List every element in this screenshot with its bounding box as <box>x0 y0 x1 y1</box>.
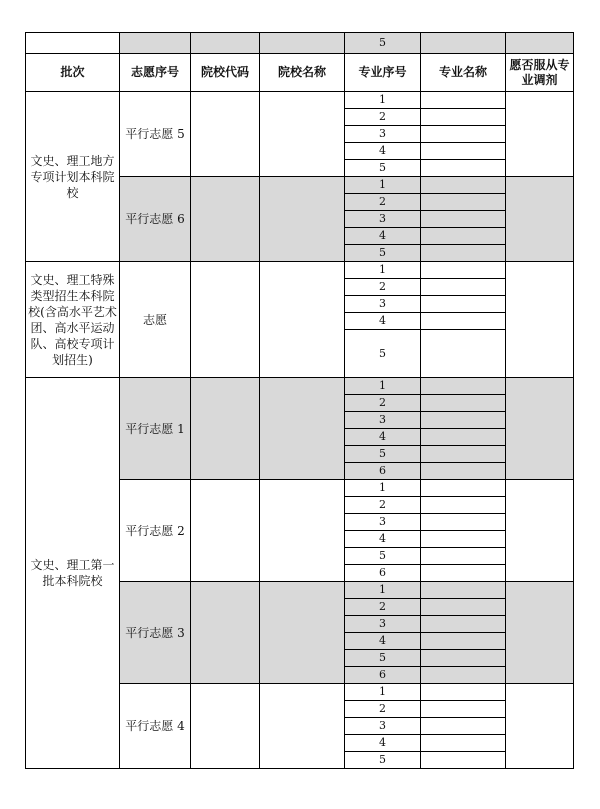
major-number: 4 <box>345 228 421 245</box>
major-number: 5 <box>345 160 421 177</box>
adjust-cell[interactable] <box>506 177 574 262</box>
major-name-cell[interactable] <box>421 684 506 701</box>
major-number: 5 <box>345 446 421 463</box>
wish-label: 平行志愿 1 <box>120 378 191 480</box>
header-wish-no: 志愿序号 <box>120 54 191 92</box>
major-number: 2 <box>345 395 421 412</box>
major-number: 6 <box>345 463 421 480</box>
major-number: 3 <box>345 718 421 735</box>
wish-label: 平行志愿 2 <box>120 480 191 582</box>
school-code-cell[interactable] <box>191 262 260 378</box>
major-name-cell[interactable] <box>421 480 506 497</box>
wish-label: 平行志愿 5 <box>120 92 191 177</box>
major-name-cell[interactable] <box>421 446 506 463</box>
major-number: 3 <box>345 126 421 143</box>
adjust-cell[interactable] <box>506 262 574 378</box>
adjust-cell[interactable] <box>506 480 574 582</box>
major-name-cell[interactable] <box>421 126 506 143</box>
major-number: 6 <box>345 667 421 684</box>
major-name-cell[interactable] <box>421 701 506 718</box>
header-adjust: 愿否服从专业调剂 <box>506 54 574 92</box>
major-number: 3 <box>345 296 421 313</box>
major-name-cell[interactable] <box>421 616 506 633</box>
major-name-cell[interactable] <box>421 109 506 126</box>
school-code-cell[interactable] <box>191 480 260 582</box>
major-name-cell[interactable] <box>421 718 506 735</box>
major-number: 1 <box>345 177 421 194</box>
continuation-batch-cell <box>26 33 120 54</box>
major-number: 3 <box>345 616 421 633</box>
major-number: 4 <box>345 143 421 160</box>
continuation-code-cell <box>191 33 260 54</box>
table-row <box>26 378 574 395</box>
school-code-cell[interactable] <box>191 582 260 684</box>
major-number: 2 <box>345 109 421 126</box>
major-name-cell[interactable] <box>421 177 506 194</box>
major-number: 2 <box>345 701 421 718</box>
major-name-cell[interactable] <box>421 313 506 330</box>
school-code-cell[interactable] <box>191 378 260 480</box>
major-name-cell[interactable] <box>421 650 506 667</box>
batch-label: 文史、理工特殊类型招生本科院校(含高水平艺术团、高水平运动队、高校专项计划招生) <box>26 262 120 378</box>
continuation-wish-cell <box>120 33 191 54</box>
continuation-row <box>26 33 574 54</box>
school-name-cell[interactable] <box>260 92 345 177</box>
school-code-cell[interactable] <box>191 684 260 769</box>
major-number: 2 <box>345 279 421 296</box>
wish-label: 平行志愿 4 <box>120 684 191 769</box>
continuation-adjust-cell[interactable] <box>506 33 574 54</box>
wish-label: 平行志愿 6 <box>120 177 191 262</box>
major-name-cell[interactable] <box>421 514 506 531</box>
school-name-cell[interactable] <box>260 480 345 582</box>
wish-label: 平行志愿 3 <box>120 582 191 684</box>
major-number: 4 <box>345 429 421 446</box>
major-number: 5 <box>345 330 421 378</box>
major-number: 1 <box>345 684 421 701</box>
major-name-cell[interactable] <box>421 599 506 616</box>
adjust-cell[interactable] <box>506 378 574 480</box>
major-name-cell[interactable] <box>421 279 506 296</box>
major-number: 2 <box>345 599 421 616</box>
major-name-cell[interactable] <box>421 497 506 514</box>
major-name-cell[interactable] <box>421 262 506 279</box>
major-name-cell[interactable] <box>421 92 506 109</box>
major-name-cell[interactable] <box>421 245 506 262</box>
major-name-cell[interactable] <box>421 463 506 480</box>
major-name-cell[interactable] <box>421 395 506 412</box>
major-number: 3 <box>345 412 421 429</box>
continuation-name-cell <box>260 33 345 54</box>
major-name-cell[interactable] <box>421 378 506 395</box>
school-code-cell[interactable] <box>191 92 260 177</box>
major-number: 1 <box>345 378 421 395</box>
major-name-cell[interactable] <box>421 735 506 752</box>
header-batch: 批次 <box>26 54 120 92</box>
header-school-code: 院校代码 <box>191 54 260 92</box>
adjust-cell[interactable] <box>506 684 574 769</box>
major-name-cell[interactable] <box>421 330 506 378</box>
major-number: 5 <box>345 245 421 262</box>
school-name-cell[interactable] <box>260 378 345 480</box>
major-name-cell[interactable] <box>421 752 506 769</box>
major-name-cell[interactable] <box>421 582 506 599</box>
school-name-cell[interactable] <box>260 262 345 378</box>
school-code-cell[interactable] <box>191 177 260 262</box>
major-name-cell[interactable] <box>421 228 506 245</box>
school-name-cell[interactable] <box>260 684 345 769</box>
adjust-cell[interactable] <box>506 582 574 684</box>
header-major-name: 专业名称 <box>421 54 506 92</box>
major-name-cell[interactable] <box>421 211 506 228</box>
major-number: 4 <box>345 531 421 548</box>
table-row <box>26 262 574 279</box>
table-row <box>26 92 574 109</box>
major-name-cell[interactable] <box>421 296 506 313</box>
header-row <box>26 54 574 92</box>
header-school-name: 院校名称 <box>260 54 345 92</box>
major-name-cell[interactable] <box>421 412 506 429</box>
wish-label: 志愿 <box>120 262 191 378</box>
major-number: 2 <box>345 194 421 211</box>
major-name-cell[interactable] <box>421 429 506 446</box>
major-number: 5 <box>345 752 421 769</box>
major-number: 4 <box>345 735 421 752</box>
school-name-cell[interactable] <box>260 582 345 684</box>
major-number: 1 <box>345 262 421 279</box>
major-number: 5 <box>345 548 421 565</box>
major-name-cell[interactable] <box>421 667 506 684</box>
volunteer-table <box>25 32 574 769</box>
batch-label: 文史、理工第一批本科院校 <box>26 378 120 769</box>
application-form <box>25 32 574 769</box>
major-name-cell[interactable] <box>421 565 506 582</box>
major-number: 4 <box>345 633 421 650</box>
major-number: 6 <box>345 565 421 582</box>
major-name-cell[interactable] <box>421 531 506 548</box>
school-name-cell[interactable] <box>260 177 345 262</box>
header-major-no: 专业序号 <box>345 54 421 92</box>
major-number: 4 <box>345 313 421 330</box>
major-number: 5 <box>345 650 421 667</box>
continuation-major-no: 5 <box>345 33 421 54</box>
major-number: 2 <box>345 497 421 514</box>
major-number: 3 <box>345 211 421 228</box>
major-name-cell[interactable] <box>421 143 506 160</box>
continuation-major-name-cell[interactable] <box>421 33 506 54</box>
major-name-cell[interactable] <box>421 194 506 211</box>
major-number: 3 <box>345 514 421 531</box>
major-number: 1 <box>345 582 421 599</box>
major-name-cell[interactable] <box>421 160 506 177</box>
table-body <box>26 33 574 769</box>
major-number: 1 <box>345 480 421 497</box>
major-name-cell[interactable] <box>421 633 506 650</box>
adjust-cell[interactable] <box>506 92 574 177</box>
major-name-cell[interactable] <box>421 548 506 565</box>
major-number: 1 <box>345 92 421 109</box>
batch-label: 文史、理工地方专项计划本科院校 <box>26 92 120 262</box>
